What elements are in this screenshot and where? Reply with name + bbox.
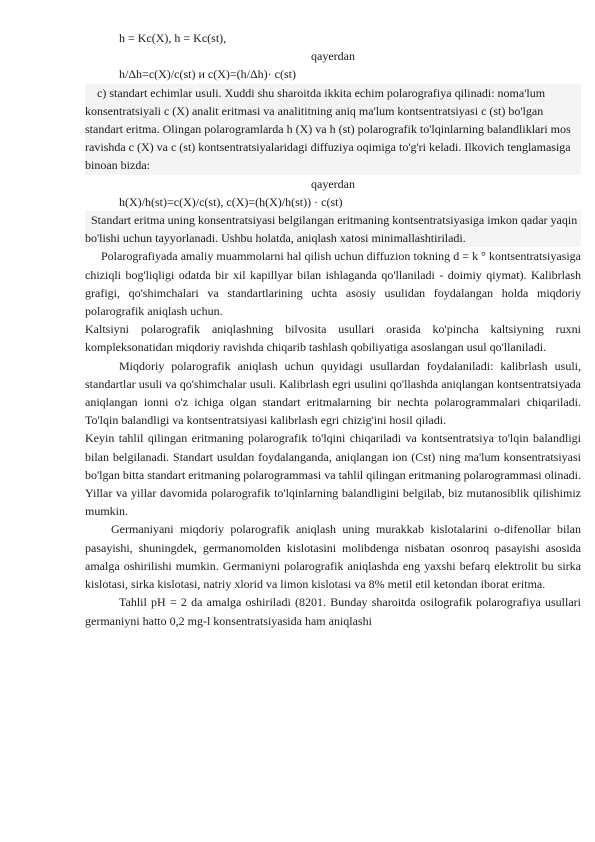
paragraph-analysis-wave: Keyin tahlil qilingan eritmaning polarografik to'lqini chiqariladi va kontsentratsiya to'lqin balandligi bilan belgilanadi. Standart usuldan foydalanganda, aniqlangan ion (Cst) ning ma'lum konsentratsiyasi bo'lgan bitta standart eritmaning polarogrammasi va tahlil qilingan eritmaning polarogrammasi olinadi. Yillar va yillar davomida polarografik to'lqinlarning balandligini belgilab, biz mutanosiblik qilishimiz mumkin.	[85, 431, 581, 519]
qayerdan-label-1: qayerdan	[311, 49, 355, 64]
paragraph-standard-solution-preparation: Standart eritma uning konsentratsiyasi belgilangan eritmaning kontsentratsiyasiga imkon qadar yaqin bo'lishi uchun tayyorlanadi. Ushbu holatda, aniqlash xatosi minimallashtiriladi.	[85, 211, 581, 247]
paragraph-polarography-practical: Polarografiyada amaliy muammolarni hal qilish uchun diffuzion tokning d = k ° kontsentratsiyasiga chiziqli bog'liqligi odatda bir xil kapillyar bilan ishlaganda qo'llaniladi - doimiy qiymat). Kalibrlash grafigi, qo'shimchalari va standartlarining uchta asosiy usulidan foydalangan holda miqdoriy polarografik aniqlash uchun.	[85, 249, 581, 319]
paragraph-analysis-ph: Tahlil pH = 2 da amalga oshiriladi (8201. Bunday sharoitda osilografik polarografiya usullari germaniyni hatto 0,2 mg-l konsentratsiyasida ham aniqlashi	[85, 595, 581, 628]
paragraph-germanium-determination: Germaniyani miqdoriy polarografik aniqlash uning murakkab kislotalarini o-difenollar bilan pasayishi, shuningdek, germanomolden kislotasini molibdenga nisbatan osonroq pasayishi asosida amalga oshirilishi mumkin. Germaniyni polarografik aniqlashda eng yaxshi befarq elektrolit bu sirka kislotasi, sirka kislotasi, natriy xlorid va limon kislotasi va 8% metil etil ketondan iborat eritma.	[85, 522, 581, 592]
formula-standards-ratio: h(X)/h(st)=c(X)/c(st), c(X)=(h(X)/h(st)) · c(st)	[119, 194, 343, 209]
paragraph-standard-solutions-method: c) standart echimlar usuli. Xuddi shu sharoitda ikkita echim polarografiya qilinadi: noma'lum konsentratsiyali c (X) analit eritmasi va analititning aniq ma'lum kontsentratsiyasi c (st) bo'lgan standart eritma. Olingan polarogramlarda h (X) va h (st) polarografik to'lqinlarning balandliklari mos ravishda c (X) va c (st) kontsentratsiyalaridagi diffuziya oqimiga to'g'ri keladi. Ilkovich tenglamasiga binoan bizda:	[85, 84, 581, 175]
formula-ilkovich-proportional: h = Kc(X), h = Kc(st),	[119, 31, 227, 45]
qayerdan-label-2: qayerdan	[311, 176, 355, 191]
paragraph-calcium-indirect: Kaltsiyni polarografik aniqlashning bilvosita usullari orasida ko'pincha kaltsiyning ruxni kompleksonatidan miqdoriy ravishda chiqarib tashlash qobiliyatiga asoslangan usul qo'llaniladi.	[85, 322, 581, 355]
paragraph-quantitative-methods: Miqdoriy polarografik aniqlash uchun quyidagi usullardan foydalaniladi: kalibrlash usuli, standartlar usuli va qo'shimchalar usuli. Kalibrlash egri usulini qo'llashda aniqlangan kontsentratsiyada aniqlangan ionni o'z ichiga olgan standart eritmalarning bir nechta polarogrammalari chiqariladi. To'lqin balandligi va kontsentratsiyasi kalibrlash egri chizig'ini hosil qiladi.	[85, 358, 581, 428]
formula-additions-ratio: h/Δh=c(X)/c(st) и c(X)=(h/Δh)· c(st)	[119, 67, 296, 82]
document-body	[85, 29, 581, 630]
